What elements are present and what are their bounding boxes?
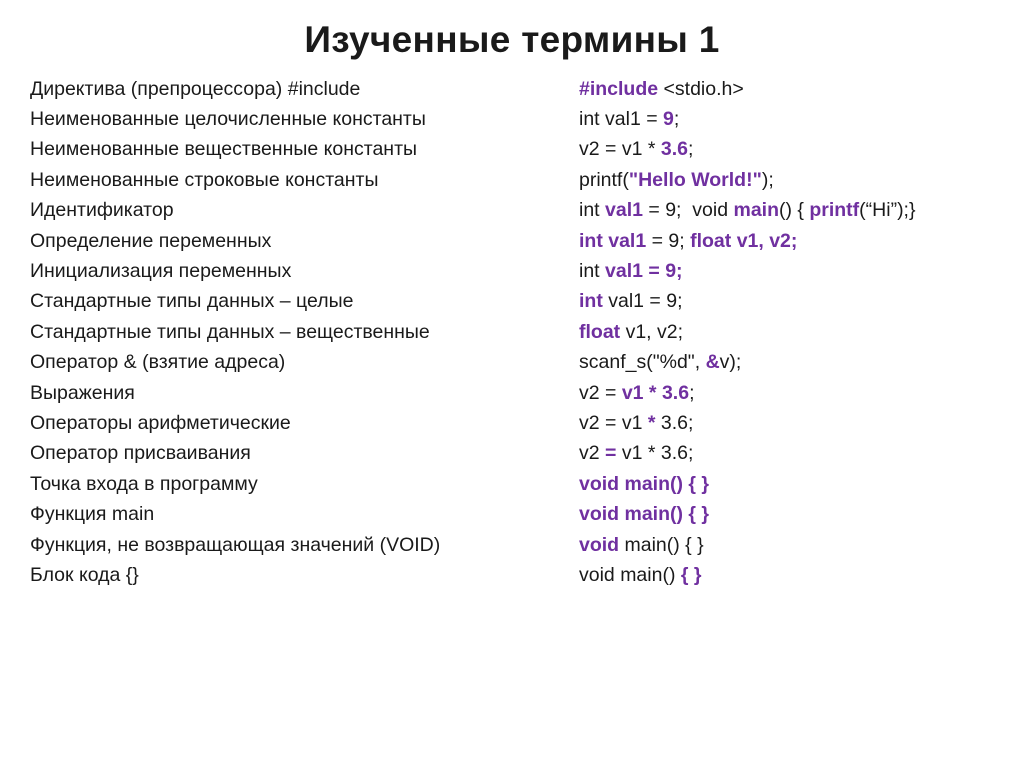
code-example (579, 321, 1005, 344)
term-row (30, 378, 1005, 408)
term-row (30, 287, 1005, 317)
code-example (579, 230, 1005, 253)
term-name: Точка входа в программу (30, 472, 258, 495)
code-example (579, 503, 1005, 526)
term-name: Инициализация переменных (30, 260, 292, 283)
term-name: Неименованные целочисленные константы (30, 108, 426, 131)
term-row (30, 348, 1005, 378)
code-example (579, 108, 1005, 131)
code-highlight: float (579, 320, 621, 343)
term-list (30, 74, 1005, 591)
term-row (30, 499, 1005, 529)
term-name: Неименованные вещественные константы (30, 138, 418, 161)
code-text: int val1 = (579, 108, 664, 131)
code-text: v); (719, 351, 742, 374)
term-row (30, 104, 1005, 134)
term-name: Определение переменных (30, 229, 272, 252)
code-example (579, 382, 1005, 405)
code-text: ; (689, 381, 695, 404)
code-text: 3.6; (655, 411, 694, 434)
code-example (579, 564, 1005, 587)
code-example (579, 351, 1005, 374)
code-example (579, 473, 1005, 496)
term-name: Функция, не возвращающая значений (VOID) (30, 533, 441, 556)
code-highlight: float v1, v2; (690, 229, 798, 252)
code-highlight: val1 = 9; (605, 260, 683, 283)
term-row (30, 226, 1005, 256)
code-highlight: "Hello World!" (628, 168, 762, 191)
code-highlight: void main() { } (579, 472, 710, 495)
code-highlight: { } (680, 563, 702, 586)
term-name: Идентификатор (30, 199, 174, 222)
code-highlight: void main() { } (579, 503, 710, 526)
code-highlight: = (605, 442, 617, 465)
code-example (579, 412, 1005, 435)
code-text: int (579, 260, 606, 283)
code-example (579, 169, 1005, 192)
code-text: ); (761, 168, 774, 191)
code-highlight: & (705, 351, 720, 374)
code-text: printf( (579, 168, 629, 191)
code-highlight: main (733, 199, 779, 222)
term-name: Операторы арифметические (30, 411, 291, 434)
code-text: v2 = v1 (579, 411, 648, 434)
code-example (579, 138, 1005, 161)
code-highlight: #include (579, 77, 659, 100)
term-name: Блок кода {} (30, 563, 139, 586)
code-highlight: int (579, 290, 603, 313)
term-name: Оператор & (взятие адреса) (30, 351, 286, 374)
term-row (30, 256, 1005, 286)
code-example (579, 442, 1005, 465)
term-row (30, 439, 1005, 469)
code-text: (“Hi”);} (859, 199, 916, 222)
term-row (30, 530, 1005, 560)
code-text: ; (673, 108, 680, 131)
term-row (30, 74, 1005, 104)
code-example (579, 290, 1005, 313)
term-row (30, 196, 1005, 226)
code-text: val1 = 9; (602, 290, 683, 313)
code-text: v2 = (579, 381, 622, 404)
code-example (579, 260, 1005, 283)
term-name: Выражения (30, 381, 135, 404)
code-text: <stdio.h> (658, 77, 744, 100)
code-text: () { (779, 199, 810, 222)
code-highlight: * (647, 411, 656, 434)
code-text: v1, v2; (620, 320, 684, 343)
code-text: ; (687, 138, 694, 161)
term-row (30, 408, 1005, 438)
term-name: Неименованные строковые константы (30, 168, 379, 191)
term-row (30, 469, 1005, 499)
code-highlight: printf (809, 199, 860, 222)
code-highlight: int val1 (579, 229, 647, 252)
code-text: scanf_s("%d", (579, 351, 706, 374)
code-highlight: v1 * 3.6 (621, 381, 690, 404)
term-row (30, 135, 1005, 165)
code-text: v2 (579, 442, 606, 465)
code-highlight: void (579, 533, 620, 556)
code-highlight: 9 (663, 108, 674, 131)
code-text: v1 * 3.6; (616, 442, 694, 465)
term-name: Стандартные типы данных – вещественные (30, 320, 430, 343)
term-row (30, 165, 1005, 195)
code-highlight: val1 (605, 199, 643, 222)
term-name: Функция main (30, 503, 155, 526)
term-row (30, 317, 1005, 347)
term-name: Оператор присваивания (30, 442, 251, 465)
page-title: Изученные термины 1 (304, 19, 720, 60)
code-text: int (579, 199, 606, 222)
term-row (30, 560, 1005, 590)
code-text: void main() (579, 563, 681, 586)
code-text: = 9; (646, 229, 691, 252)
code-text: main() { } (619, 533, 704, 556)
code-example (579, 78, 1005, 101)
term-name: Стандартные типы данных – целые (30, 290, 354, 313)
code-text: v2 = v1 * (579, 138, 661, 161)
code-example (579, 534, 1005, 557)
code-highlight: 3.6 (660, 138, 688, 161)
term-name: Директива (препроцессора) #include (30, 77, 361, 100)
code-text: = 9; void (642, 199, 734, 222)
code-example (579, 199, 1005, 222)
